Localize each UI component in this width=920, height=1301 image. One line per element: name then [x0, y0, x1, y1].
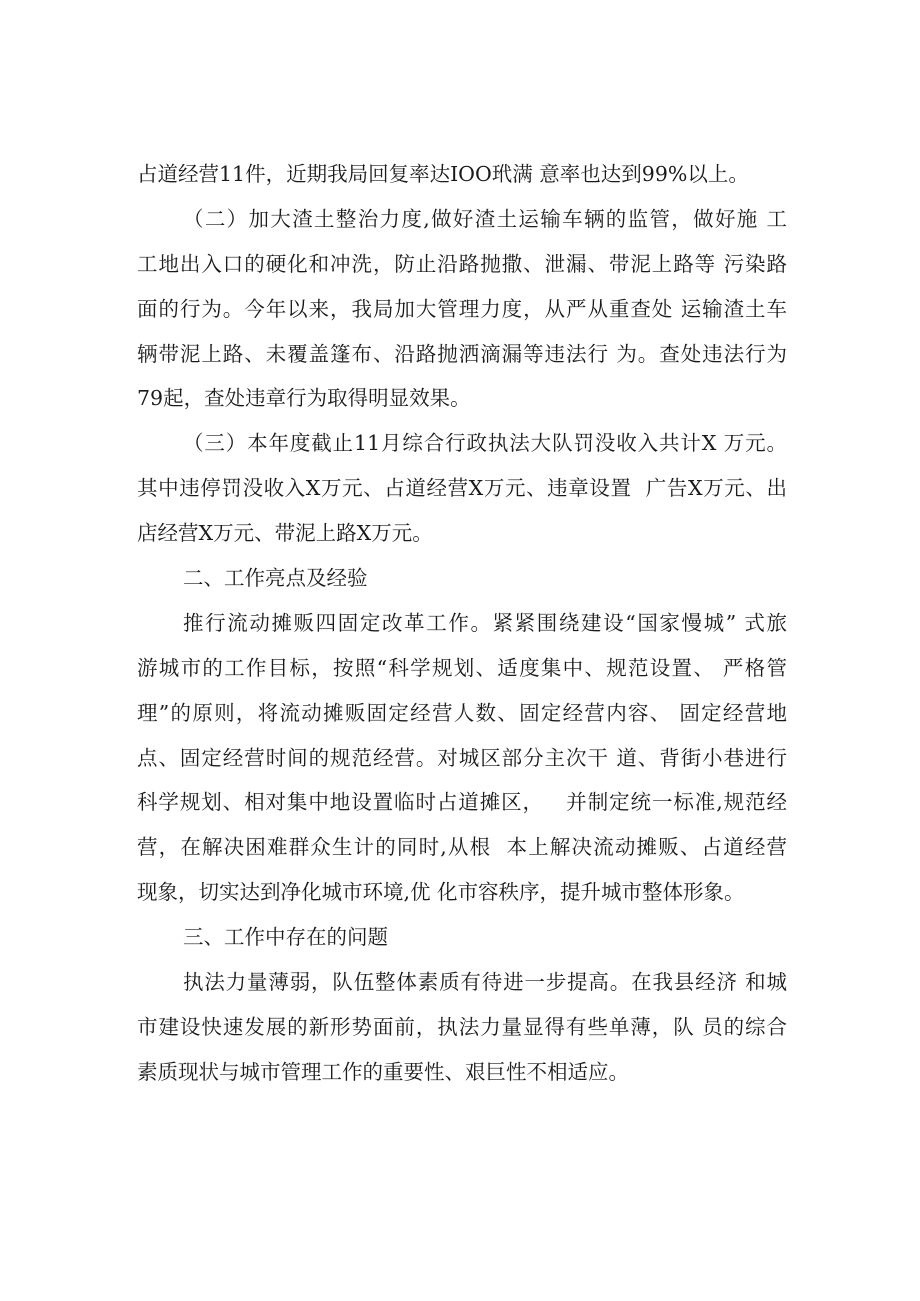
text-line: 面的行为。今年以来，我局加大管理力度，从严从重查处 运输渣土车: [137, 296, 787, 321]
text-line: 店经营X万元、带泥上路X万元。: [137, 521, 433, 546]
section-heading: 三、工作中存在的问题: [183, 925, 388, 950]
text-line: 理”的原则，将流动摊贩固定经营人数、固定经营内容、 固定经营地: [137, 700, 787, 725]
paragraph-first-line: 执法力量薄弱，队伍整体素质有待进一步提高。在我县经济 和城: [183, 970, 787, 995]
text-line: 科学规划、相对集中地设置临时占道摊区， 并制定统一标准,规范经: [137, 790, 787, 815]
text-line: 点、固定经营时间的规范经营。对城区部分主次干 道、背街小巷进行: [137, 745, 787, 770]
text-line: 素质现状与城市管理工作的重要性、艰巨性不相适应。: [137, 1059, 629, 1084]
text-line: 辆带泥上路、未覆盖篷布、沿路抛洒滴漏等违法行 为。查处违法行为: [137, 341, 787, 366]
section-heading: 二、工作亮点及经验: [183, 566, 368, 591]
text-line: 营，在解决困难群众生计的同时,从根 本上解决流动摊贩、占道经营: [137, 835, 787, 860]
text-line: 市建设快速发展的新形势面前，执法力量显得有些单薄，队 员的综合: [137, 1014, 787, 1039]
paragraph-first-line: 推行流动摊贩四固定改革工作。紧紧围绕建设“国家慢城” 式旅: [183, 610, 787, 635]
text-line: 现象，切实达到净化城市环境,优 化市容秩序，提升城市整体形象。: [137, 880, 745, 905]
text-line: 游城市的工作目标，按照“科学规划、适度集中、规范设置、 严格管: [137, 655, 787, 680]
paragraph-first-line: （二）加大渣土整治力度,做好渣土运输车辆的监管，做好施 工: [183, 206, 787, 231]
text-line: 工地出入口的硬化和冲洗，防止沿路抛撒、泄漏、带泥上路等 污染路: [137, 251, 787, 276]
text-line: 79起，查处违章行为取得明显效果。: [137, 386, 471, 411]
text-line: 其中违停罚没收入X万元、占道经营X万元、违章设置 广告X万元、出: [137, 476, 787, 501]
text-line: 占道经营11件，近期我局回复率达IOO玳满 意率也达到99%以上。: [137, 162, 749, 186]
document-body: [137, 152, 787, 1095]
paragraph-first-line: （三）本年度截止11月综合行政执法大队罚没收入共计X 万元。: [183, 431, 787, 456]
